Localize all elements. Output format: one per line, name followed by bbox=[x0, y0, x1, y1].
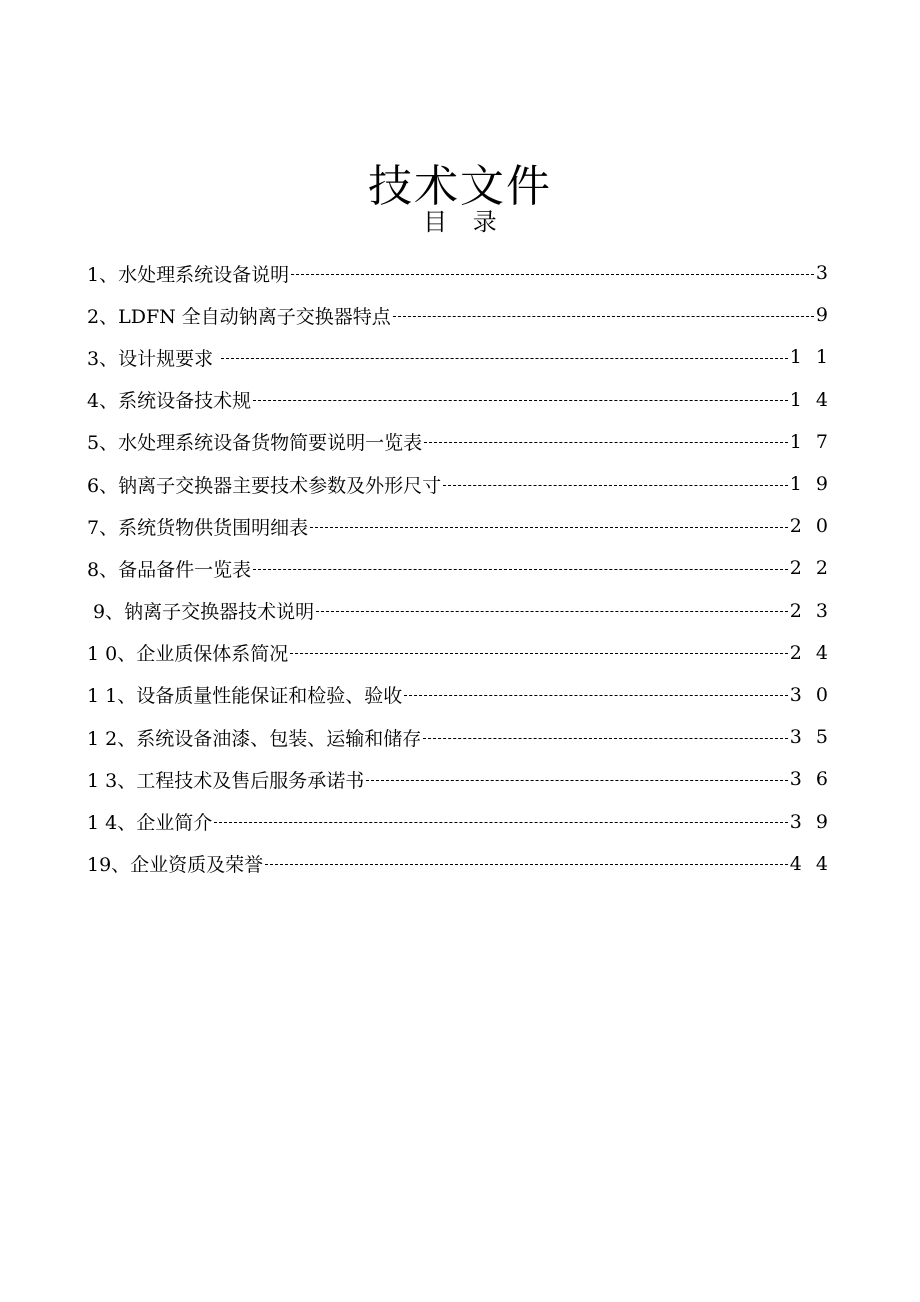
toc-dot-leader bbox=[424, 442, 788, 443]
toc-entry[interactable] bbox=[87, 463, 832, 505]
toc-dot-leader bbox=[221, 358, 788, 359]
table-of-contents bbox=[87, 252, 832, 885]
toc-entry-label: 1、水处理系统设备说明 bbox=[87, 263, 290, 286]
toc-dot-leader bbox=[253, 569, 788, 570]
toc-dot-leader bbox=[265, 864, 788, 865]
toc-entry-page: 1 4 bbox=[789, 388, 832, 411]
toc-dot-leader bbox=[393, 316, 814, 317]
toc-dot-leader bbox=[443, 485, 788, 486]
toc-entry-page: 4 4 bbox=[789, 852, 832, 875]
page-title: 技术文件 bbox=[368, 161, 552, 213]
toc-entry[interactable] bbox=[87, 632, 832, 674]
toc-entry-label: 9、钠离子交换器技术说明 bbox=[87, 601, 315, 624]
toc-entry[interactable] bbox=[87, 800, 832, 842]
toc-entry[interactable] bbox=[87, 252, 832, 294]
toc-entry-label: 19、企业资质及荣誉 bbox=[87, 854, 264, 877]
toc-entry-page: 3 6 bbox=[789, 768, 832, 791]
toc-entry-label: 6、钠离子交换器主要技术参数及外形尺寸 bbox=[87, 474, 442, 497]
toc-dot-leader bbox=[366, 780, 788, 781]
toc-entry-page: 3 0 bbox=[789, 683, 832, 706]
toc-entry-label: 5、水处理系统设备货物简要说明一览表 bbox=[87, 432, 423, 455]
toc-entry-page: 3 bbox=[815, 262, 832, 285]
toc-entry[interactable] bbox=[87, 379, 832, 421]
toc-entry-label: 1 0、企业质保体系简况 bbox=[87, 643, 289, 666]
toc-entry[interactable] bbox=[87, 421, 832, 463]
toc-dot-leader bbox=[290, 653, 788, 654]
toc-entry-label: 1 3、工程技术及售后服务承诺书 bbox=[87, 769, 365, 792]
toc-entry-page: 2 2 bbox=[789, 557, 832, 580]
toc-entry-label: 3、设计规要求 bbox=[87, 347, 220, 370]
toc-entry-label: 1 4、企业简介 bbox=[87, 812, 213, 835]
toc-entry-page: 2 4 bbox=[789, 641, 832, 664]
toc-dot-leader bbox=[316, 611, 788, 612]
toc-entry-page: 1 7 bbox=[789, 430, 832, 453]
toc-entry[interactable] bbox=[87, 716, 832, 758]
toc-entry[interactable] bbox=[87, 547, 832, 589]
toc-entry[interactable] bbox=[87, 843, 832, 885]
toc-entry-label: 8、备品备件一览表 bbox=[87, 558, 252, 581]
toc-dot-leader bbox=[291, 274, 814, 275]
toc-entry-page: 2 0 bbox=[789, 515, 832, 538]
toc-entry-label: 2、LDFN 全自动钠离子交换器特点 bbox=[87, 305, 391, 328]
toc-entry-label: 1 1、设备质量性能保证和检验、验收 bbox=[87, 685, 403, 708]
toc-entry[interactable] bbox=[87, 336, 832, 378]
toc-entry-label: 4、系统设备技术规 bbox=[87, 390, 252, 413]
toc-entry-page: 3 5 bbox=[789, 726, 832, 749]
toc-entry[interactable] bbox=[87, 505, 832, 547]
toc-dot-leader bbox=[404, 695, 788, 696]
toc-entry-page: 1 1 bbox=[789, 346, 832, 369]
toc-entry[interactable] bbox=[87, 294, 832, 336]
toc-dot-leader bbox=[310, 527, 788, 528]
toc-entry-page: 2 3 bbox=[789, 599, 832, 622]
toc-entry[interactable] bbox=[87, 590, 832, 632]
toc-entry[interactable] bbox=[87, 674, 832, 716]
toc-dot-leader bbox=[253, 400, 788, 401]
toc-entry-page: 9 bbox=[815, 304, 832, 327]
toc-dot-leader bbox=[214, 822, 788, 823]
toc-entry[interactable] bbox=[87, 758, 832, 800]
toc-entry-label: 1 2、系统设备油漆、包装、运输和储存 bbox=[87, 727, 422, 750]
toc-dot-leader bbox=[423, 738, 788, 739]
toc-entry-label: 7、系统货物供货围明细表 bbox=[87, 516, 309, 539]
toc-entry-page: 1 9 bbox=[789, 473, 832, 496]
toc-entry-page: 3 9 bbox=[789, 810, 832, 833]
toc-heading: 目 录 bbox=[423, 208, 497, 236]
